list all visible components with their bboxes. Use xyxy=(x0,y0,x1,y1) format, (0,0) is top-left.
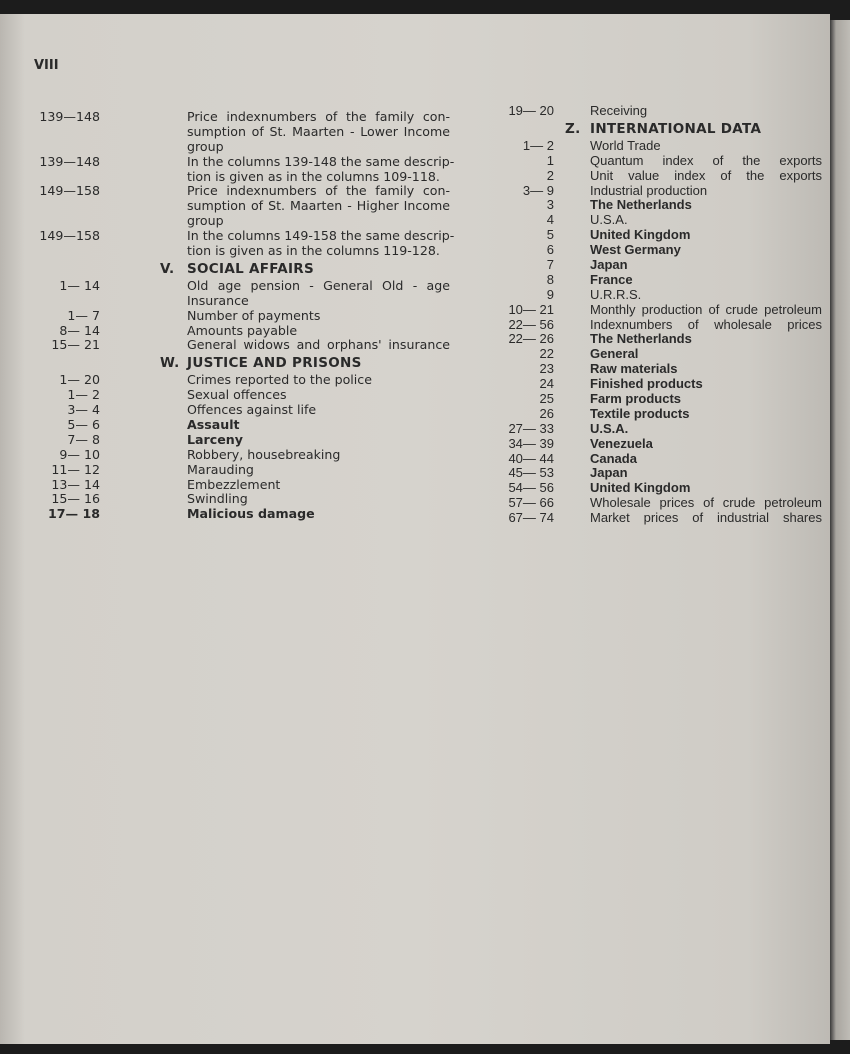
index-entry xyxy=(0,294,460,309)
column-range: 5 xyxy=(546,227,554,243)
index-entry xyxy=(490,184,826,199)
entry-description: tion is given as in the columns 109-118. xyxy=(187,168,440,184)
index-entry xyxy=(490,104,826,119)
entry-description: Unit value index of the exports xyxy=(590,167,822,183)
index-entry xyxy=(490,392,826,407)
column-range: 27— 33 xyxy=(508,420,554,436)
entry-description: Indexnumbers of wholesale prices xyxy=(590,316,822,332)
entry-description: Assault xyxy=(187,417,240,433)
entry-description: Sexual offences xyxy=(187,387,287,403)
index-entry xyxy=(0,418,460,433)
entry-description: Japan xyxy=(590,465,628,481)
index-entry xyxy=(0,507,460,522)
facing-page-edge xyxy=(830,20,850,1040)
index-entry xyxy=(0,244,460,259)
index-entry xyxy=(0,184,460,199)
index-entry xyxy=(0,478,460,493)
index-entry xyxy=(0,309,460,324)
column-range: 19— 20 xyxy=(508,103,554,118)
section-heading xyxy=(0,353,460,373)
entry-description: Old age pension - General Old - age xyxy=(187,277,450,293)
column-range: 22 xyxy=(539,346,554,362)
entry-description: Swindling xyxy=(187,491,248,507)
column-range: 13— 14 xyxy=(51,476,100,492)
column-range: 17— 18 xyxy=(47,506,100,522)
index-entry xyxy=(490,466,826,481)
column-range: 22— 26 xyxy=(508,331,554,347)
index-entry xyxy=(0,125,460,140)
column-range: 3— 9 xyxy=(522,182,554,198)
entry-description: tion is given as in the columns 119-128. xyxy=(187,243,440,259)
entry-description: Farm products xyxy=(590,391,682,407)
entry-description: Textile products xyxy=(590,405,690,421)
index-entry xyxy=(0,155,460,170)
entry-description: Robbery, housebreaking xyxy=(187,446,341,462)
index-entry xyxy=(490,198,826,213)
index-entry xyxy=(490,318,826,333)
entry-description: Industrial production xyxy=(590,182,708,198)
column-range: 5— 6 xyxy=(67,417,100,433)
entry-description: Marauding xyxy=(187,461,254,477)
column-range: 15— 21 xyxy=(51,337,100,353)
column-range: 67— 74 xyxy=(508,510,554,526)
index-entry xyxy=(0,492,460,507)
entry-description: In the columns 149-158 the same descrip- xyxy=(187,228,455,244)
section-letter: W. xyxy=(160,355,180,372)
index-entry xyxy=(0,229,460,244)
index-entry xyxy=(490,303,826,318)
column-range: 10— 21 xyxy=(508,301,554,317)
column-range: 8— 14 xyxy=(59,322,100,338)
index-entry xyxy=(490,273,826,288)
entry-description: General widows and orphans' insurance xyxy=(187,337,450,353)
entry-description: Number of payments xyxy=(187,307,321,323)
section-title: JUSTICE AND PRISONS xyxy=(187,355,362,372)
right-column xyxy=(490,104,826,526)
entry-description: United Kingdom xyxy=(590,227,691,243)
index-entry xyxy=(490,437,826,452)
index-entry xyxy=(490,154,826,169)
column-range: 26 xyxy=(539,405,554,421)
index-entry xyxy=(490,422,826,437)
section-letter: Z. xyxy=(565,120,581,137)
index-entry xyxy=(490,332,826,347)
column-range: 4 xyxy=(546,212,554,228)
index-entry xyxy=(490,288,826,303)
column-range: 1— 20 xyxy=(59,372,100,388)
entry-description: Insurance xyxy=(187,292,249,308)
section-heading xyxy=(490,119,826,139)
entry-description: group xyxy=(187,138,224,154)
index-entry xyxy=(0,214,460,229)
index-entry xyxy=(0,388,460,403)
column-range: 24 xyxy=(539,376,554,392)
entry-description: U.R.R.S. xyxy=(590,286,642,302)
column-range: 25 xyxy=(539,391,554,407)
column-range: 9— 10 xyxy=(59,446,100,462)
entry-description: sumption of St. Maarten - Lower Income xyxy=(187,123,450,139)
index-entry xyxy=(0,324,460,339)
index-entry xyxy=(490,169,826,184)
section-heading xyxy=(0,259,460,279)
entry-description: France xyxy=(590,271,633,287)
column-range: 139—148 xyxy=(39,153,100,169)
index-entry xyxy=(490,243,826,258)
entry-description: The Netherlands xyxy=(590,331,692,347)
entry-description: Price indexnumbers of the family con- xyxy=(187,183,450,199)
column-range: 3— 4 xyxy=(67,402,100,418)
entry-description: Embezzlement xyxy=(187,476,281,492)
index-entry xyxy=(490,139,826,154)
entry-description: group xyxy=(187,213,224,229)
entry-description: Wholesale prices of crude petroleum xyxy=(590,495,822,511)
column-range: 45— 53 xyxy=(508,465,554,481)
document-page xyxy=(0,14,830,1044)
entry-description: In the columns 139-148 the same descrip- xyxy=(187,153,455,169)
column-range: 1— 14 xyxy=(59,277,100,293)
index-entry xyxy=(0,140,460,155)
entry-description: sumption of St. Maarten - Higher Income xyxy=(187,198,450,214)
entry-description: Offences against life xyxy=(187,402,317,418)
column-range: 34— 39 xyxy=(508,435,554,451)
left-column xyxy=(0,110,460,522)
page-number: VIII xyxy=(34,58,59,73)
entry-description: Venezuela xyxy=(590,435,653,451)
entry-description: United Kingdom xyxy=(590,480,691,496)
column-range: 1— 2 xyxy=(67,387,100,403)
entry-description: Malicious damage xyxy=(187,506,315,522)
index-entry xyxy=(490,228,826,243)
column-range: 7— 8 xyxy=(67,431,100,447)
entry-description: World Trade xyxy=(590,137,661,153)
column-range: 149—158 xyxy=(39,228,100,244)
index-entry xyxy=(0,110,460,125)
entry-description: Canada xyxy=(590,450,637,466)
index-entry xyxy=(490,452,826,467)
column-range: 40— 44 xyxy=(508,450,554,466)
entry-description: Price indexnumbers of the family con- xyxy=(187,109,450,124)
column-range: 15— 16 xyxy=(51,491,100,507)
index-entry xyxy=(0,279,460,294)
entry-description: Quantum index of the exports xyxy=(590,152,822,168)
column-range: 11— 12 xyxy=(51,461,100,477)
index-entry xyxy=(0,433,460,448)
index-entry xyxy=(490,511,826,526)
index-entry xyxy=(490,213,826,228)
entry-description: General xyxy=(590,346,639,362)
entry-description: Raw materials xyxy=(590,361,678,377)
entry-description: Receiving xyxy=(590,103,648,118)
column-range: 1 xyxy=(546,152,554,168)
index-entry xyxy=(0,448,460,463)
entry-description: Amounts payable xyxy=(187,322,298,338)
entry-description: Crimes reported to the police xyxy=(187,372,372,388)
index-entry xyxy=(0,338,460,353)
column-range: 22— 56 xyxy=(508,316,554,332)
column-range: 23 xyxy=(539,361,554,377)
index-entry xyxy=(0,463,460,478)
entry-description: Japan xyxy=(590,257,628,273)
column-range: 9 xyxy=(546,286,554,302)
index-entry xyxy=(490,496,826,511)
index-entry xyxy=(0,170,460,185)
column-range: 8 xyxy=(546,271,554,287)
section-title: INTERNATIONAL DATA xyxy=(590,120,762,137)
index-entry xyxy=(490,377,826,392)
entry-description: Market prices of industrial shares xyxy=(590,510,822,526)
index-entry xyxy=(0,199,460,214)
index-entry xyxy=(490,362,826,377)
index-entry xyxy=(0,373,460,388)
index-entry xyxy=(0,403,460,418)
column-range: 149—158 xyxy=(39,183,100,199)
entry-description: U.S.A. xyxy=(590,212,628,228)
column-range: 2 xyxy=(546,167,554,183)
section-letter: V. xyxy=(160,260,175,277)
entry-description: Larceny xyxy=(187,431,243,447)
index-entry xyxy=(490,481,826,496)
column-range: 1— 7 xyxy=(67,307,100,323)
column-range: 6 xyxy=(546,242,554,258)
index-entry xyxy=(490,258,826,273)
column-range: 54— 56 xyxy=(508,480,554,496)
entry-description: West Germany xyxy=(590,242,681,258)
section-title: SOCIAL AFFAIRS xyxy=(187,260,315,277)
column-range: 57— 66 xyxy=(508,495,554,511)
index-entry xyxy=(490,407,826,422)
column-range: 1— 2 xyxy=(522,137,554,153)
index-entry xyxy=(490,347,826,362)
entry-description: Finished products xyxy=(590,376,703,392)
entry-description: The Netherlands xyxy=(590,197,692,213)
column-range: 139—148 xyxy=(39,109,100,124)
entry-description: U.S.A. xyxy=(590,420,629,436)
column-range: 7 xyxy=(546,257,554,273)
entry-description: Monthly production of crude petroleum xyxy=(590,301,822,317)
column-range: 3 xyxy=(546,197,554,213)
